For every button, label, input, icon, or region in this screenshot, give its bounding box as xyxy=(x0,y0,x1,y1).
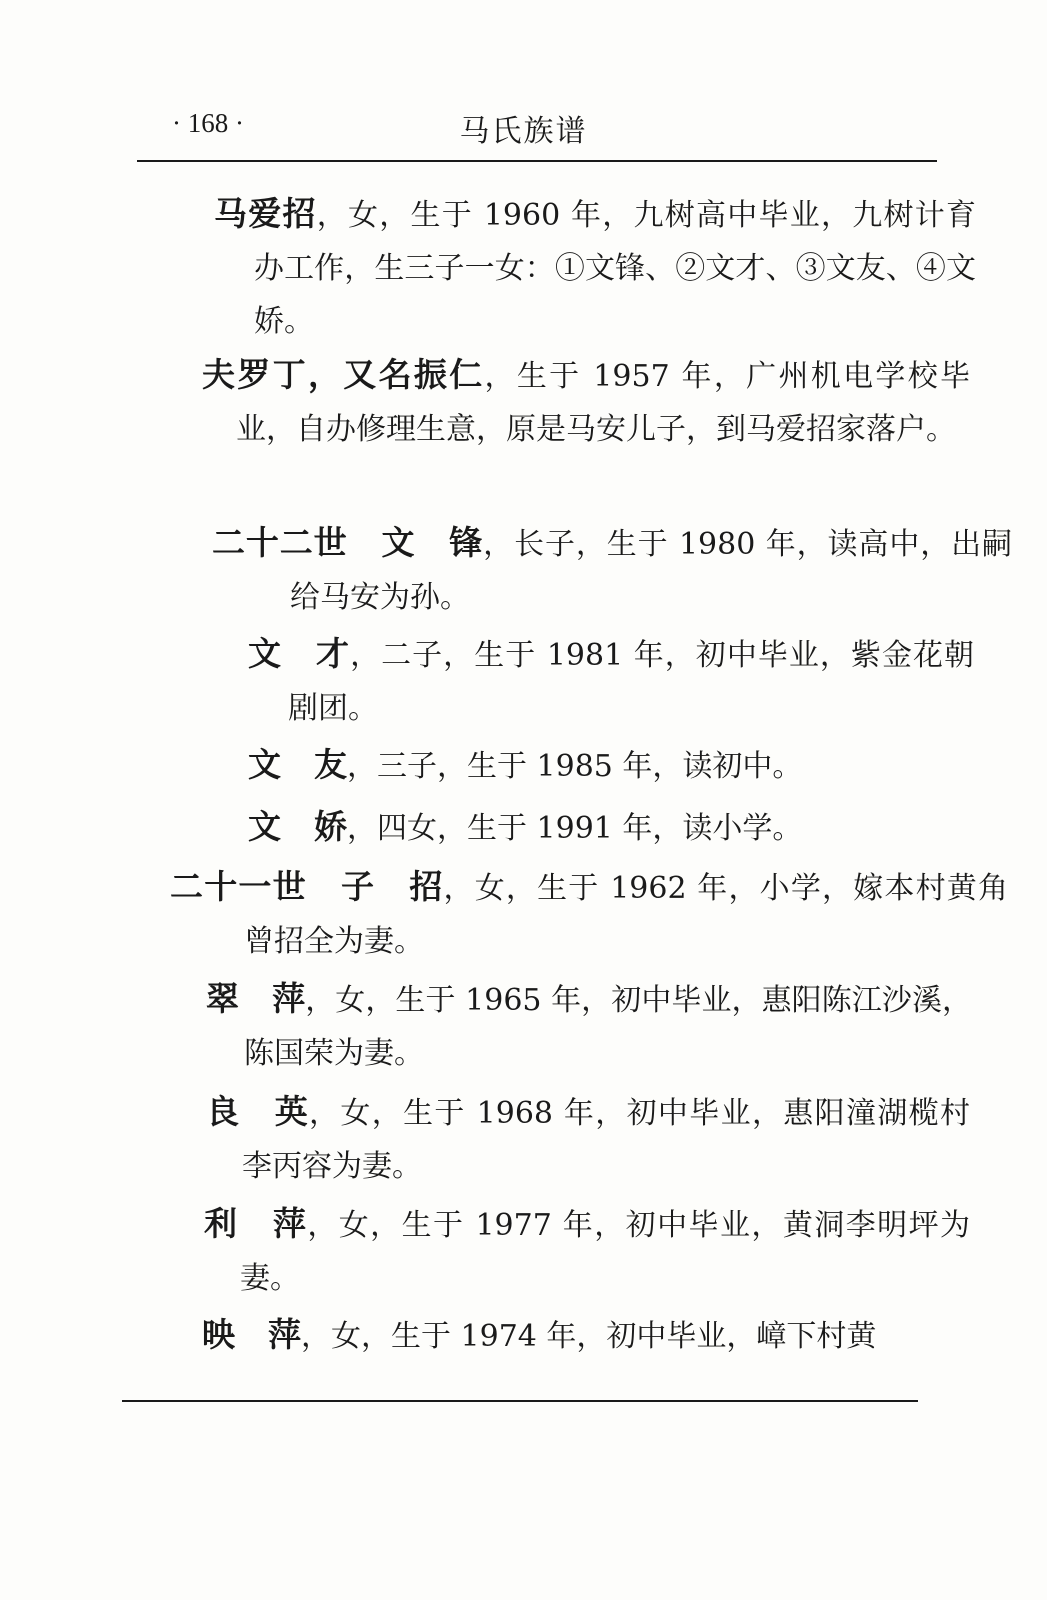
entry-text: ，二子，生于 1981 年，初中毕业，紫金花朝剧团。 xyxy=(288,638,975,726)
genealogy-entry xyxy=(170,860,1008,968)
genealogy-entry xyxy=(248,738,934,793)
header-rule xyxy=(137,160,937,162)
entry-text: ，女，生于 1974 年，初中毕业，嶂下村黄 xyxy=(301,1319,877,1354)
genealogy-entry xyxy=(212,516,1012,624)
entry-name: 文 娇 xyxy=(248,807,347,846)
entry-text: ，女，生于 1965 年，初中毕业，惠阳陈江沙溪，陈国荣为妻。 xyxy=(244,983,973,1071)
entry-name: 夫罗丁，又名振仁 xyxy=(202,355,485,394)
entry-name: 二十一世 子 招 xyxy=(170,867,444,906)
entry-text: ，女，生于 1968 年，初中毕业，惠阳潼湖榄村李丙容为妻。 xyxy=(242,1096,971,1184)
genealogy-entry xyxy=(206,972,972,1080)
genealogy-entry xyxy=(206,1085,970,1193)
entry-name: 文 才 xyxy=(248,634,351,673)
entry-text: ，四女，生于 1991 年，读小学。 xyxy=(347,811,803,846)
genealogy-entry xyxy=(204,1197,970,1305)
footer-rule xyxy=(122,1400,918,1402)
book-title: 马氏族谱 xyxy=(459,114,588,149)
entry-text: ，女，生于 1977 年，初中毕业，黄洞李明坪为妻。 xyxy=(240,1208,971,1296)
entry-name: 翠 萍 xyxy=(206,979,306,1018)
page-number: · 168 · xyxy=(172,108,244,138)
genealogy-entry xyxy=(202,1308,934,1363)
entry-name: 良 英 xyxy=(206,1092,310,1131)
entry-name: 利 萍 xyxy=(204,1204,308,1243)
genealogy-entry xyxy=(248,627,974,735)
genealogy-entry xyxy=(202,348,970,456)
genealogy-entry xyxy=(248,800,934,855)
genealogy-entry xyxy=(214,187,976,348)
entry-name: 映 萍 xyxy=(202,1315,301,1354)
entry-name: 二十二世 文 锋 xyxy=(212,523,484,562)
entry-text: ，女，生于 1960 年，九树高中毕业，九树计育办工作，生三子一女：①文锋、②文才、③文友、④文娇。 xyxy=(254,198,977,339)
entry-name: 文 友 xyxy=(248,745,347,784)
entry-text: ，三子，生于 1985 年，读初中。 xyxy=(347,749,803,784)
entry-text: ，女，生于 1962 年，小学，嫁本村黄角曾招全为妻。 xyxy=(244,871,1009,959)
entry-text: ，长子，生于 1980 年，读高中，出嗣给马安为孙。 xyxy=(290,527,1013,615)
entry-name: 马爱招 xyxy=(214,194,317,233)
entry-text: ，生于 1957 年，广州机电学校毕业，自办修理生意，原是马安儿子，到马爱招家落户。 xyxy=(236,359,971,447)
